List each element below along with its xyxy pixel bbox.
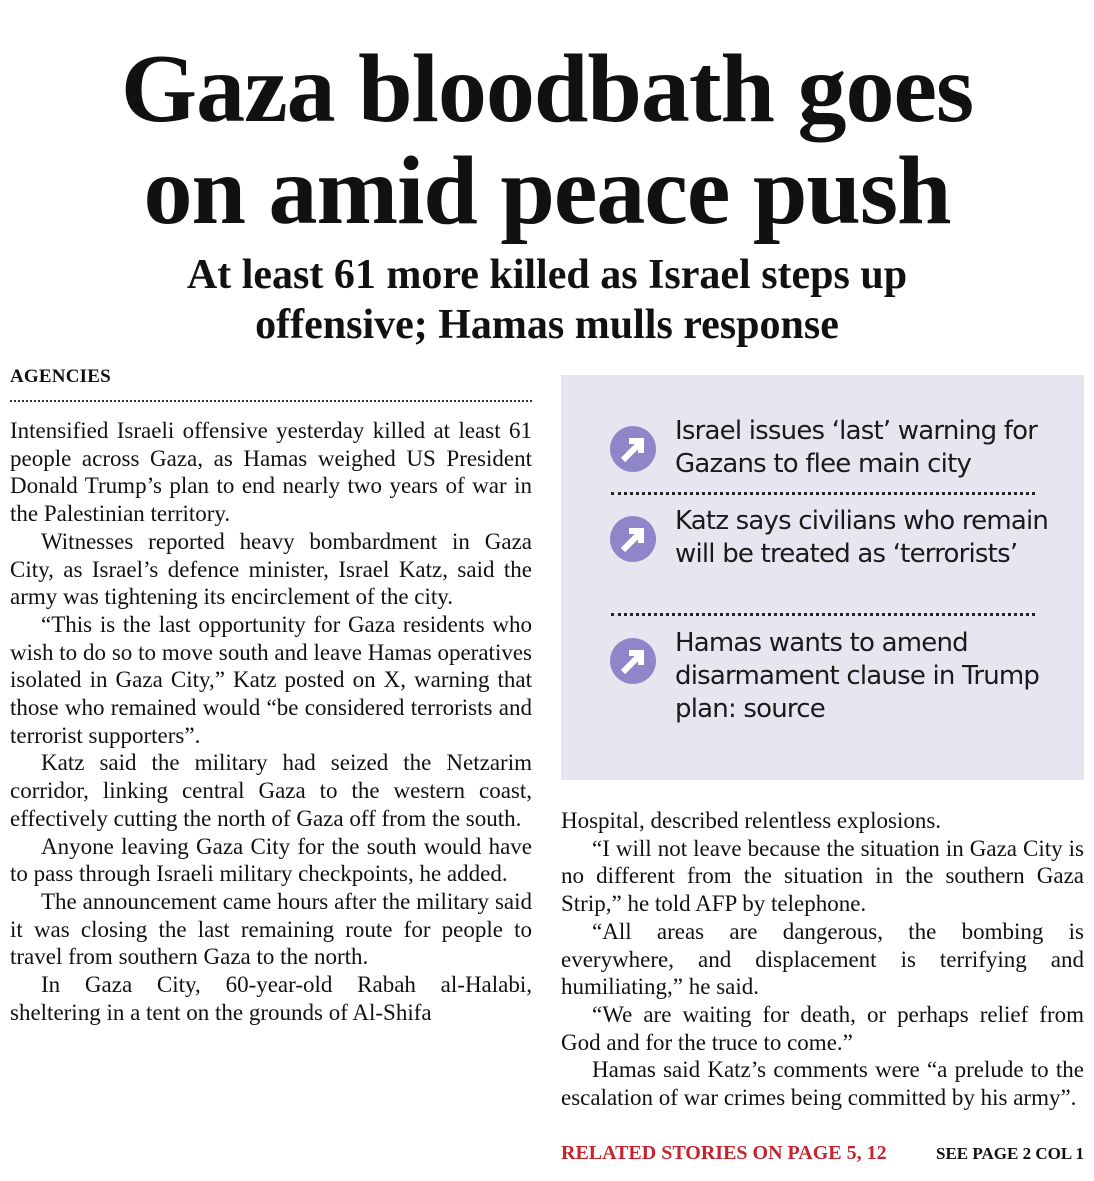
article-paragraph: “I will not leave because the situation in Gaza City is no different from the situation in the southern Gaza Strip,” he told AFP by telephone. <box>561 835 1084 917</box>
article-paragraph: “We are waiting for death, or perhaps relief from God and for the truce to come.” <box>561 1001 1084 1055</box>
highlight-text: Israel issues ‘last’ warning for Gazans to flee main city <box>675 416 1038 479</box>
related-stories-link: RELATED STORIES ON PAGE 5, 12 <box>561 1142 887 1164</box>
article-column-right <box>561 807 1084 1112</box>
highlight-text: Katz says civilians who remain will be treated as ‘terrorists’ <box>675 506 1049 569</box>
arrow-up-right-icon <box>609 637 657 685</box>
article-paragraph: Witnesses reported heavy bombardment in Gaza City, as Israel’s defence minister, Israel Katz, said the army was tightening its encirclement of the city. <box>10 528 532 610</box>
arrow-up-right-icon <box>609 425 657 473</box>
article-paragraph: Intensified Israeli offensive yesterday killed at least 61 people across Gaza, as Hamas weighed US President Donald Trump’s plan to end nearly two years of war in the Palestinian territory. <box>10 418 532 527</box>
article-paragraph: “This is the last opportunity for Gaza residents who wish to do so to move south and leave Hamas operatives isolated in Gaza City,” Katz posted on X, warning that those who remained would “be considered terrorists and terrorist supporters”. <box>10 611 532 748</box>
article-paragraph: Hamas said Katz’s comments were “a prelude to the escalation of war crimes being committed by his army”. <box>561 1057 1084 1111</box>
highlight-divider <box>611 613 1035 616</box>
headline-line-2: on amid peace push <box>143 137 951 245</box>
highlight-text: Hamas wants to amend disarmament clause in Trump plan: source <box>675 628 1040 724</box>
article-paragraph: Anyone leaving Gaza City for the south would have to pass through Israeli military checkpoints, he added. <box>10 833 532 887</box>
arrow-up-right-icon <box>609 515 657 563</box>
byline-divider <box>10 400 532 402</box>
highlight-divider <box>611 492 1035 495</box>
article-paragraph: “All areas are dangerous, the bombing is everywhere, and displacement is terrifying and humiliating,” he said. <box>561 918 1084 1000</box>
headline <box>0 35 1094 245</box>
subheadline-line-2: offensive; Hamas mulls response <box>255 302 839 348</box>
headline-line-1: Gaza bloodbath goes <box>120 35 974 143</box>
article-paragraph: Hospital, described relentless explosions. <box>561 808 942 833</box>
article-paragraph: Katz said the military had seized the Netzarim corridor, linking central Gaza to the western coast, effectively cutting the north of Gaza off from the south. <box>10 750 532 831</box>
article-paragraph: In Gaza City, 60-year-old Rabah al-Halabi, sheltering in a tent on the grounds of Al-Shifa <box>10 972 532 1025</box>
subheadline-line-1: At least 61 more killed as Israel steps up <box>186 252 908 298</box>
byline: AGENCIES <box>10 366 111 387</box>
article-column-left <box>10 417 532 1026</box>
article-paragraph: The announcement came hours after the military said it was closing the last remaining route for people to travel from southern Gaza to the north. <box>10 888 532 970</box>
subheadline <box>0 250 1094 350</box>
highlights-box <box>561 375 1084 780</box>
see-page-reference: SEE PAGE 2 COL 1 <box>936 1144 1084 1163</box>
footer-references <box>561 1142 1084 1165</box>
